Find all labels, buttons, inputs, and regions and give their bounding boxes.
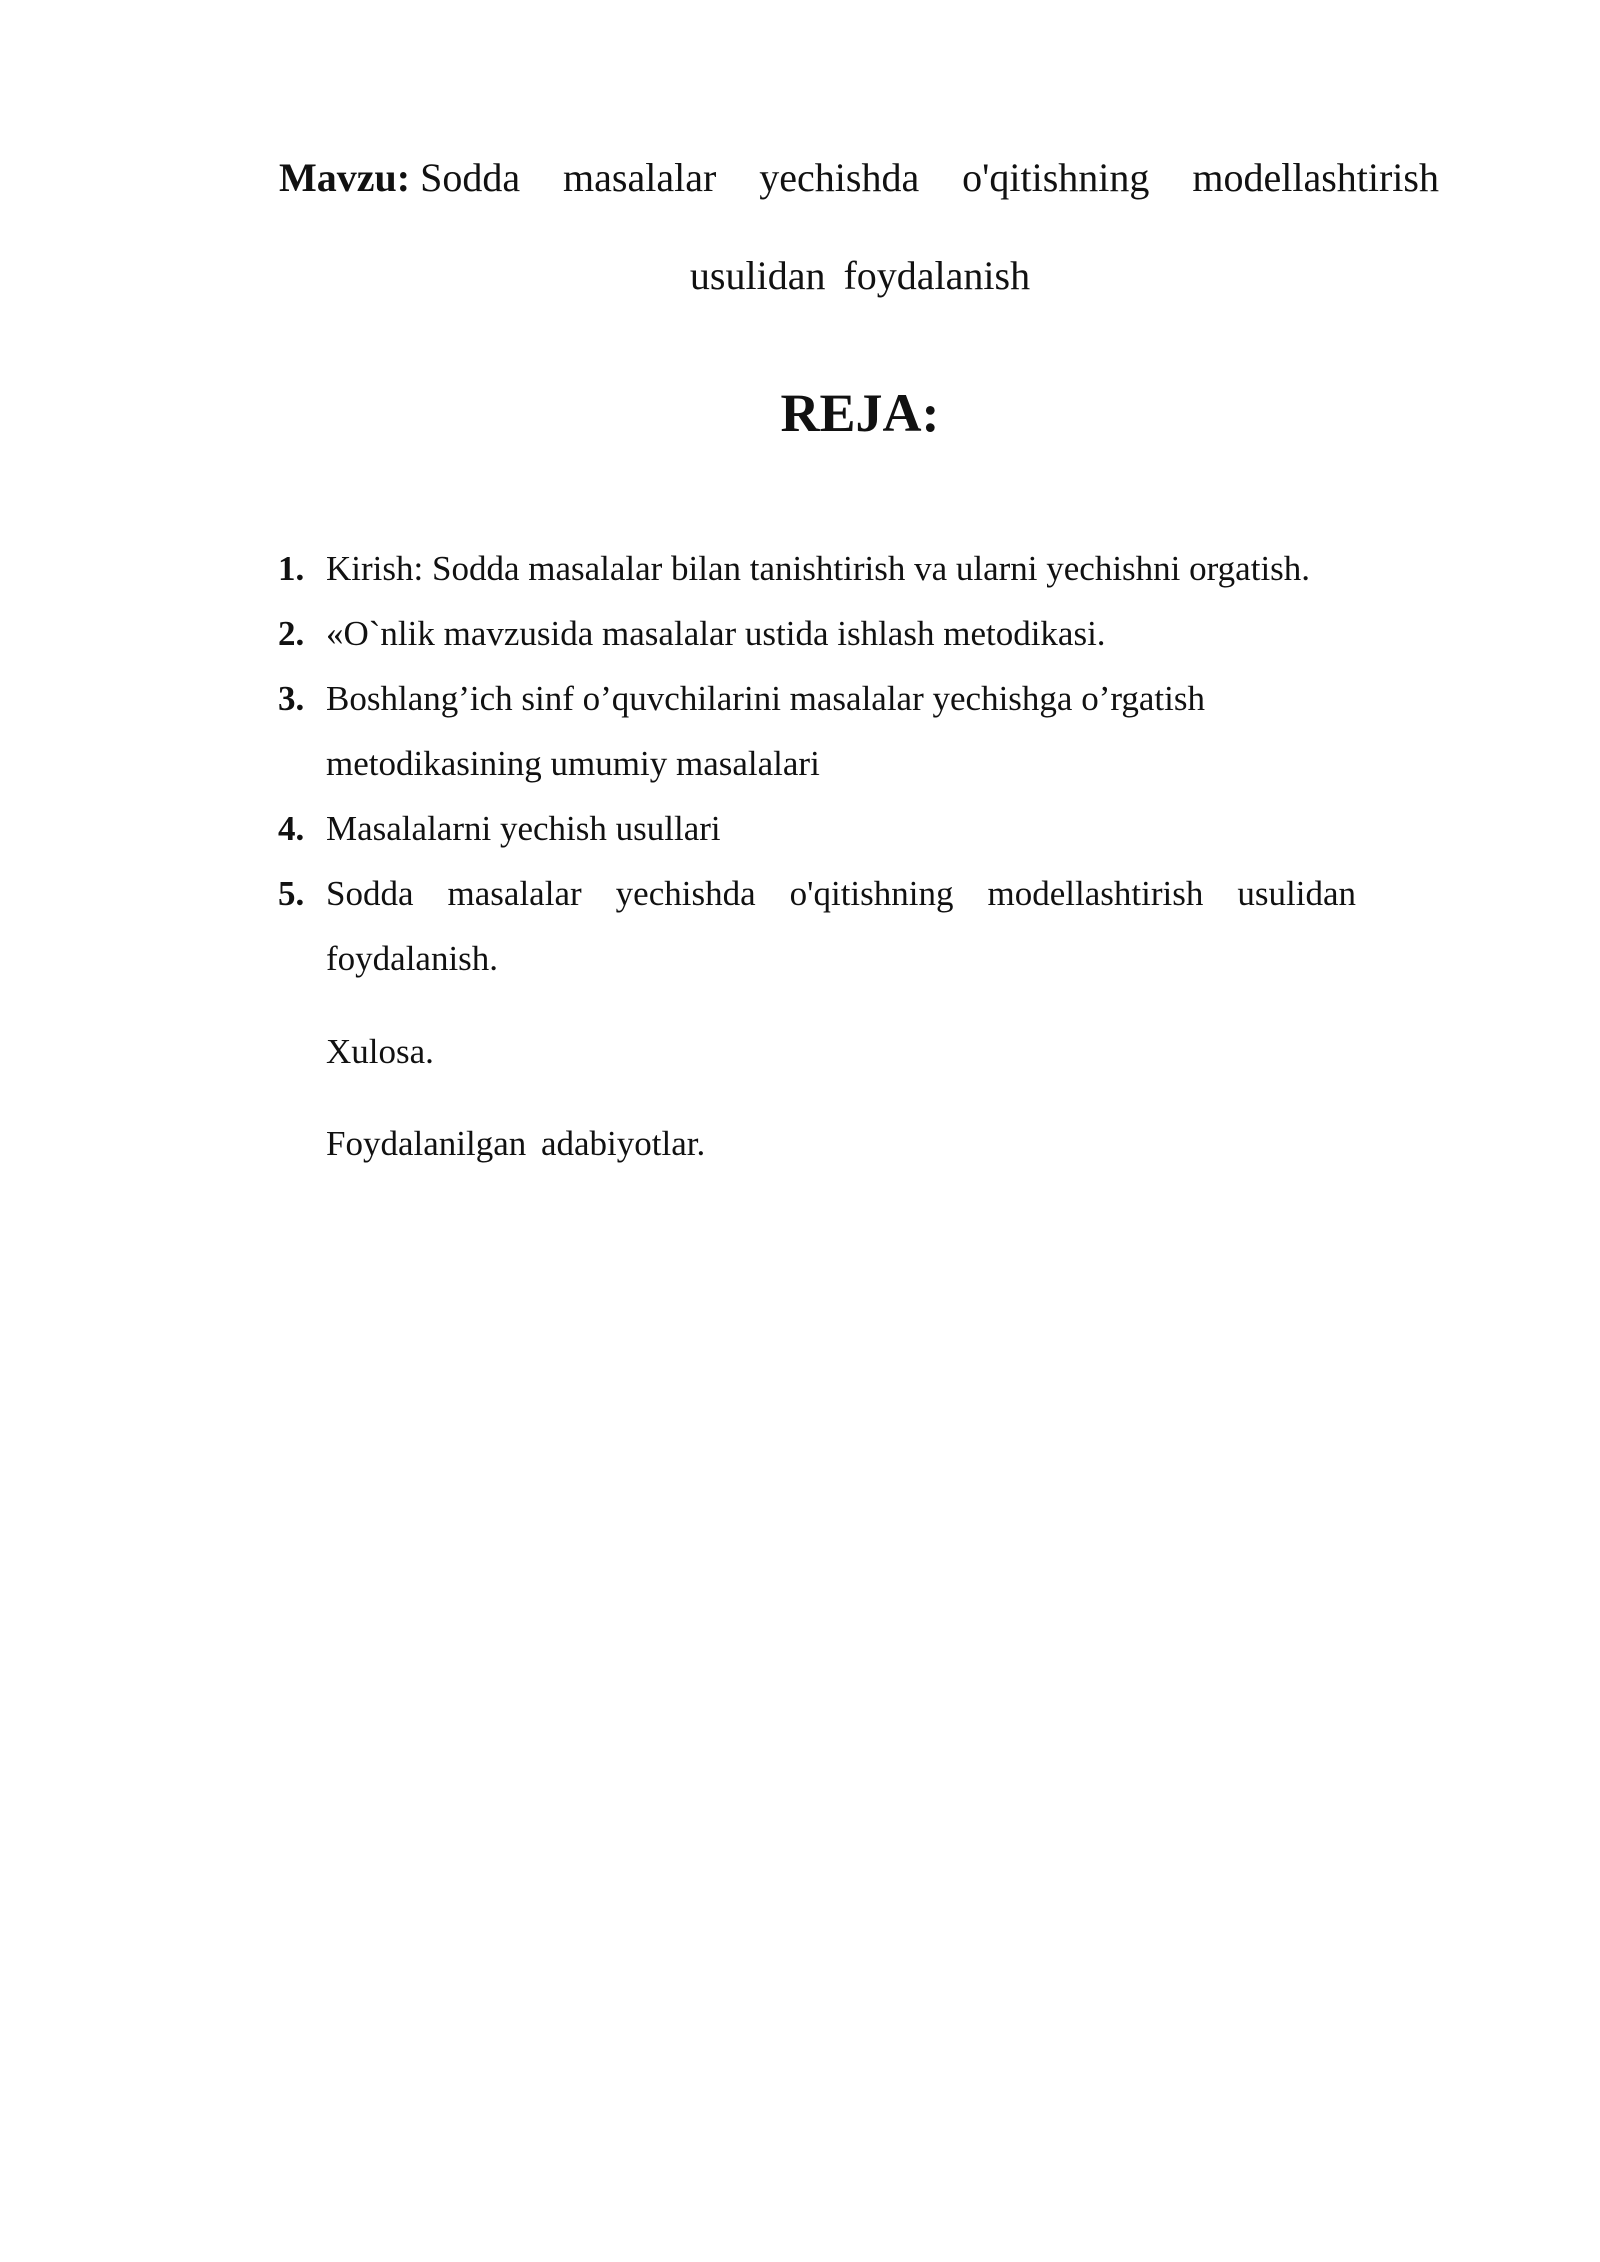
- plan-item-5: [278, 861, 1378, 991]
- plan-item-text-continuation: metodikasining umumiy masalalari: [326, 744, 820, 783]
- plan-item-3: [278, 666, 1378, 796]
- topic-title-continuation: usulidan foydalanish: [689, 253, 1031, 298]
- plan-item-2: [278, 601, 1378, 666]
- conclusion-entry: Xulosa.: [326, 1032, 434, 1071]
- plan-item-text-continuation: foydalanish.: [326, 939, 499, 978]
- plan-item-text: Kirish: Sodda masalalar bilan tanishtirish va ularni yechishni orgatish.: [326, 549, 1311, 588]
- plan-item-text: Sodda masalalar yechishda o'qitishning modellashtirish usulidan: [326, 874, 1356, 913]
- plan-item-1: [278, 536, 1378, 601]
- plan-item-text: Boshlang’ich sinf o’quvchilarini masalalar yechishga o’rgatish: [326, 679, 1205, 718]
- plan-item-number: 2.: [278, 614, 305, 653]
- topic-title-text: Sodda masalalar yechishda o'qitishning modellashtirish: [420, 155, 1439, 200]
- plan-item-number: 1.: [278, 549, 305, 588]
- plan-item-number: 4.: [278, 809, 305, 848]
- plan-item-text: «O`nlik mavzusida masalalar ustida ishlash metodikasi.: [326, 614, 1106, 653]
- plan-list: [278, 536, 1378, 991]
- references-entry: Foydalanilgan adabiyotlar.: [326, 1124, 706, 1163]
- plan-item-number: 3.: [278, 679, 305, 718]
- plan-item-4: [278, 796, 1378, 861]
- topic-label: Mavzu:: [279, 155, 411, 200]
- topic-title: [279, 148, 1439, 208]
- plan-item-number: 5.: [278, 874, 305, 913]
- plan-heading: REJA:: [780, 383, 940, 443]
- plan-item-text: Masalalarni yechish usullari: [326, 809, 721, 848]
